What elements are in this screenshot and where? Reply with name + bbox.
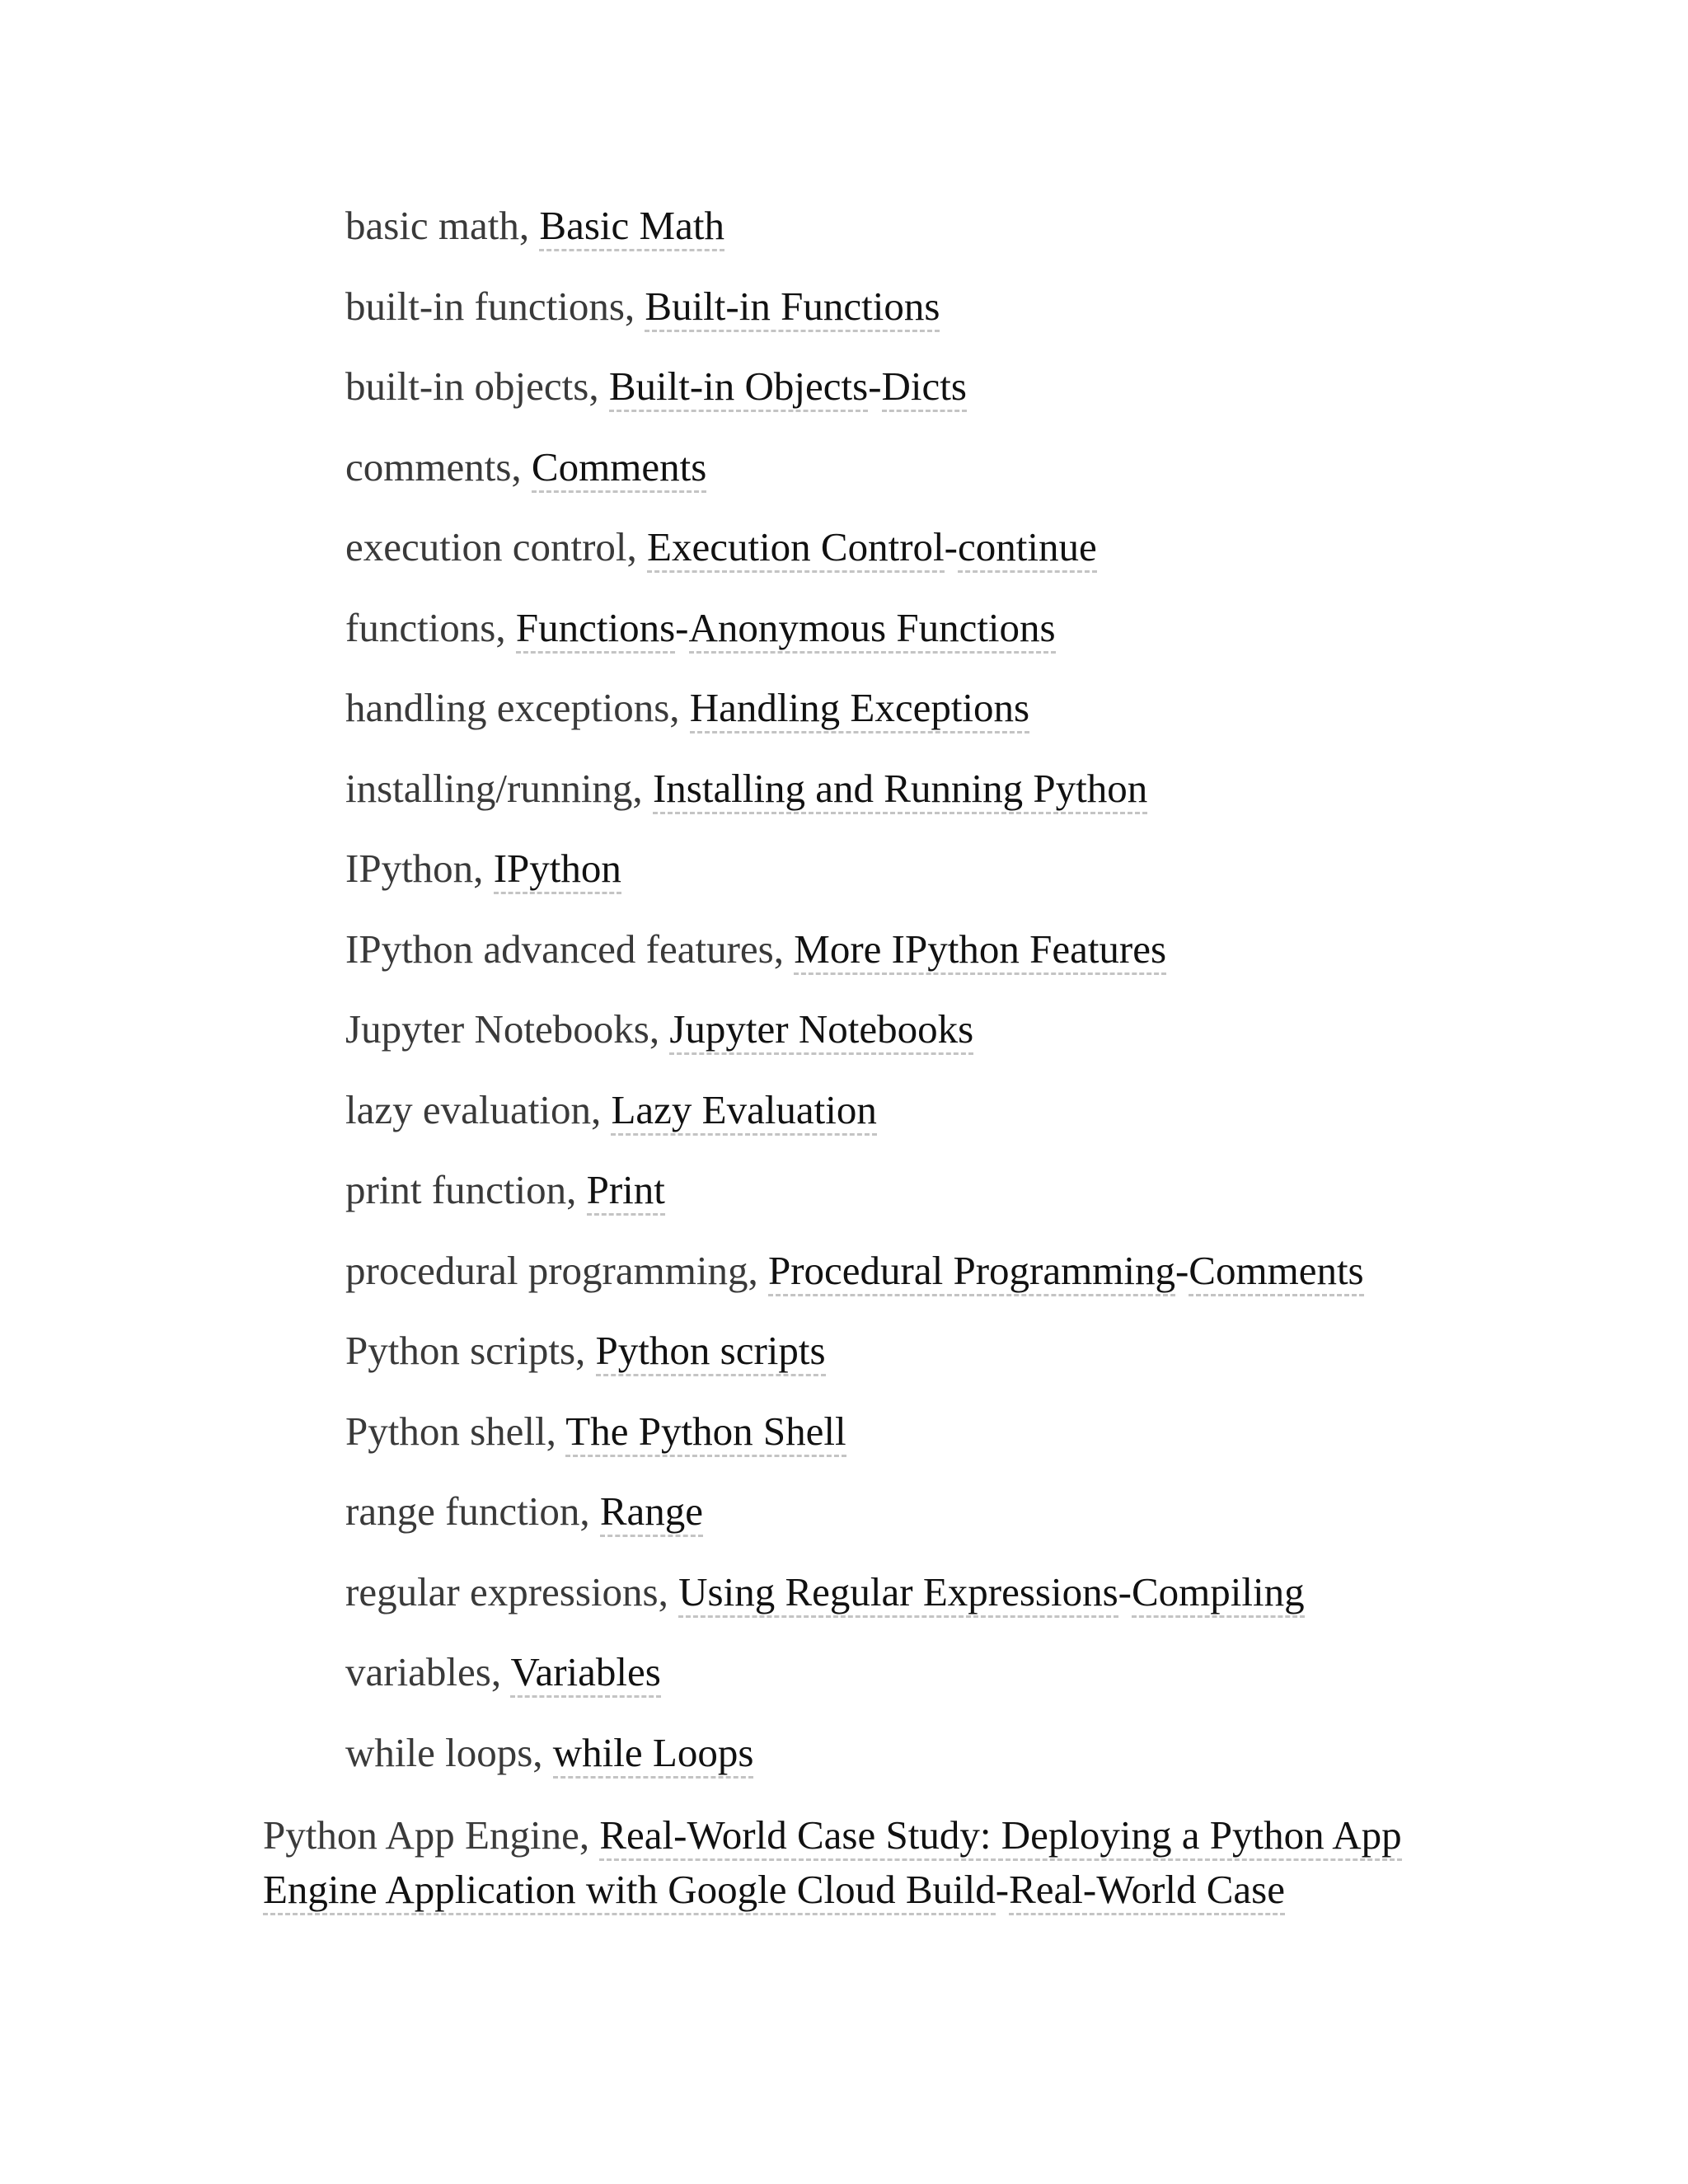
index-term: while loops, [345, 1729, 553, 1775]
index-link-end[interactable]: Anonymous Functions [689, 605, 1056, 654]
index-link[interactable]: Jupyter Notebooks [669, 1006, 973, 1055]
index-entry [345, 513, 1364, 594]
index-entry [345, 755, 1364, 836]
index-link[interactable]: Basic Math [539, 203, 724, 251]
index-term: lazy evaluation, [345, 1086, 612, 1132]
index-entry [345, 434, 1364, 514]
index-entry [345, 1558, 1364, 1639]
index-entry [345, 674, 1364, 755]
range-separator: - [1175, 1247, 1189, 1293]
index-entry [345, 916, 1364, 996]
index-link[interactable]: Using Regular Expressions [678, 1569, 1118, 1618]
index-top-entry [263, 1808, 1433, 1917]
range-separator: - [868, 363, 882, 409]
index-term: variables, [345, 1649, 511, 1694]
index-entry [345, 1398, 1364, 1479]
index-entry [345, 1237, 1364, 1318]
index-entry [345, 192, 1364, 273]
index-entry [345, 1076, 1364, 1157]
range-separator: - [675, 604, 689, 650]
index-link[interactable]: Execution Control [647, 524, 945, 573]
index-link-end[interactable]: Comments [1189, 1248, 1363, 1296]
index-entry [345, 1156, 1364, 1237]
index-link[interactable]: Handling Exceptions [690, 685, 1029, 733]
index-link-end[interactable]: Compiling [1132, 1569, 1305, 1618]
index-entry [345, 1317, 1364, 1398]
index-entry [345, 1478, 1364, 1558]
index-link[interactable]: Variables [510, 1649, 660, 1698]
index-link[interactable]: Installing and Running Python [653, 766, 1147, 814]
index-link-end[interactable]: Dicts [882, 363, 967, 412]
index-link[interactable]: Procedural Programming [768, 1248, 1175, 1296]
index-link[interactable]: Built-in Objects [609, 363, 868, 412]
index-term: Python App Engine, [263, 1812, 600, 1858]
index-term: procedural programming, [345, 1247, 768, 1293]
index-term: print function, [345, 1167, 587, 1212]
index-link[interactable]: IPython [494, 846, 621, 894]
index-term: Python shell, [345, 1408, 566, 1454]
index-link[interactable]: More IPython Features [794, 926, 1166, 975]
index-term: built-in objects, [345, 363, 609, 409]
index-link[interactable]: Real-World Case Study: Deploying a Python App Engine Application with Google Cloud Build [263, 1812, 1402, 1915]
index-link[interactable]: while Loops [553, 1730, 754, 1779]
index-entry [345, 996, 1364, 1076]
index-link-end[interactable]: Real-World Case [1009, 1867, 1285, 1915]
range-separator: - [944, 524, 958, 569]
range-separator: - [1118, 1568, 1132, 1615]
index-entry [345, 835, 1364, 916]
index-link[interactable]: Lazy Evaluation [611, 1087, 876, 1136]
index-entry [345, 353, 1364, 434]
index-term: functions, [345, 604, 516, 650]
index-link-end[interactable]: continue [958, 524, 1097, 573]
index-term: handling exceptions, [345, 685, 690, 730]
index-term: basic math, [345, 203, 540, 248]
index-entry [345, 1719, 1364, 1800]
index-entry [345, 1638, 1364, 1719]
index-link[interactable]: The Python Shell [565, 1408, 846, 1457]
index-link[interactable]: Functions [516, 605, 675, 654]
index-term: execution control, [345, 524, 648, 569]
index-entry [345, 594, 1364, 675]
index-link[interactable]: Python scripts [596, 1328, 826, 1376]
index-term: IPython, [345, 846, 494, 891]
index-link[interactable]: Built-in Functions [645, 284, 940, 332]
index-link[interactable]: Comments [532, 444, 706, 493]
index-link[interactable]: Range [600, 1488, 703, 1537]
index-term: installing/running, [345, 765, 653, 811]
index-term: IPython advanced features, [345, 926, 795, 972]
index-link[interactable]: Print [587, 1167, 665, 1216]
index-sub-entry-list [345, 192, 1364, 1799]
range-separator: - [995, 1867, 1010, 1912]
index-term: regular expressions, [345, 1568, 679, 1615]
index-term: comments, [345, 443, 532, 490]
index-term: range function, [345, 1488, 600, 1534]
index-term: built-in functions, [345, 283, 645, 329]
index-entry [345, 273, 1364, 354]
index-term: Jupyter Notebooks, [345, 1006, 670, 1052]
index-term: Python scripts, [345, 1328, 596, 1373]
